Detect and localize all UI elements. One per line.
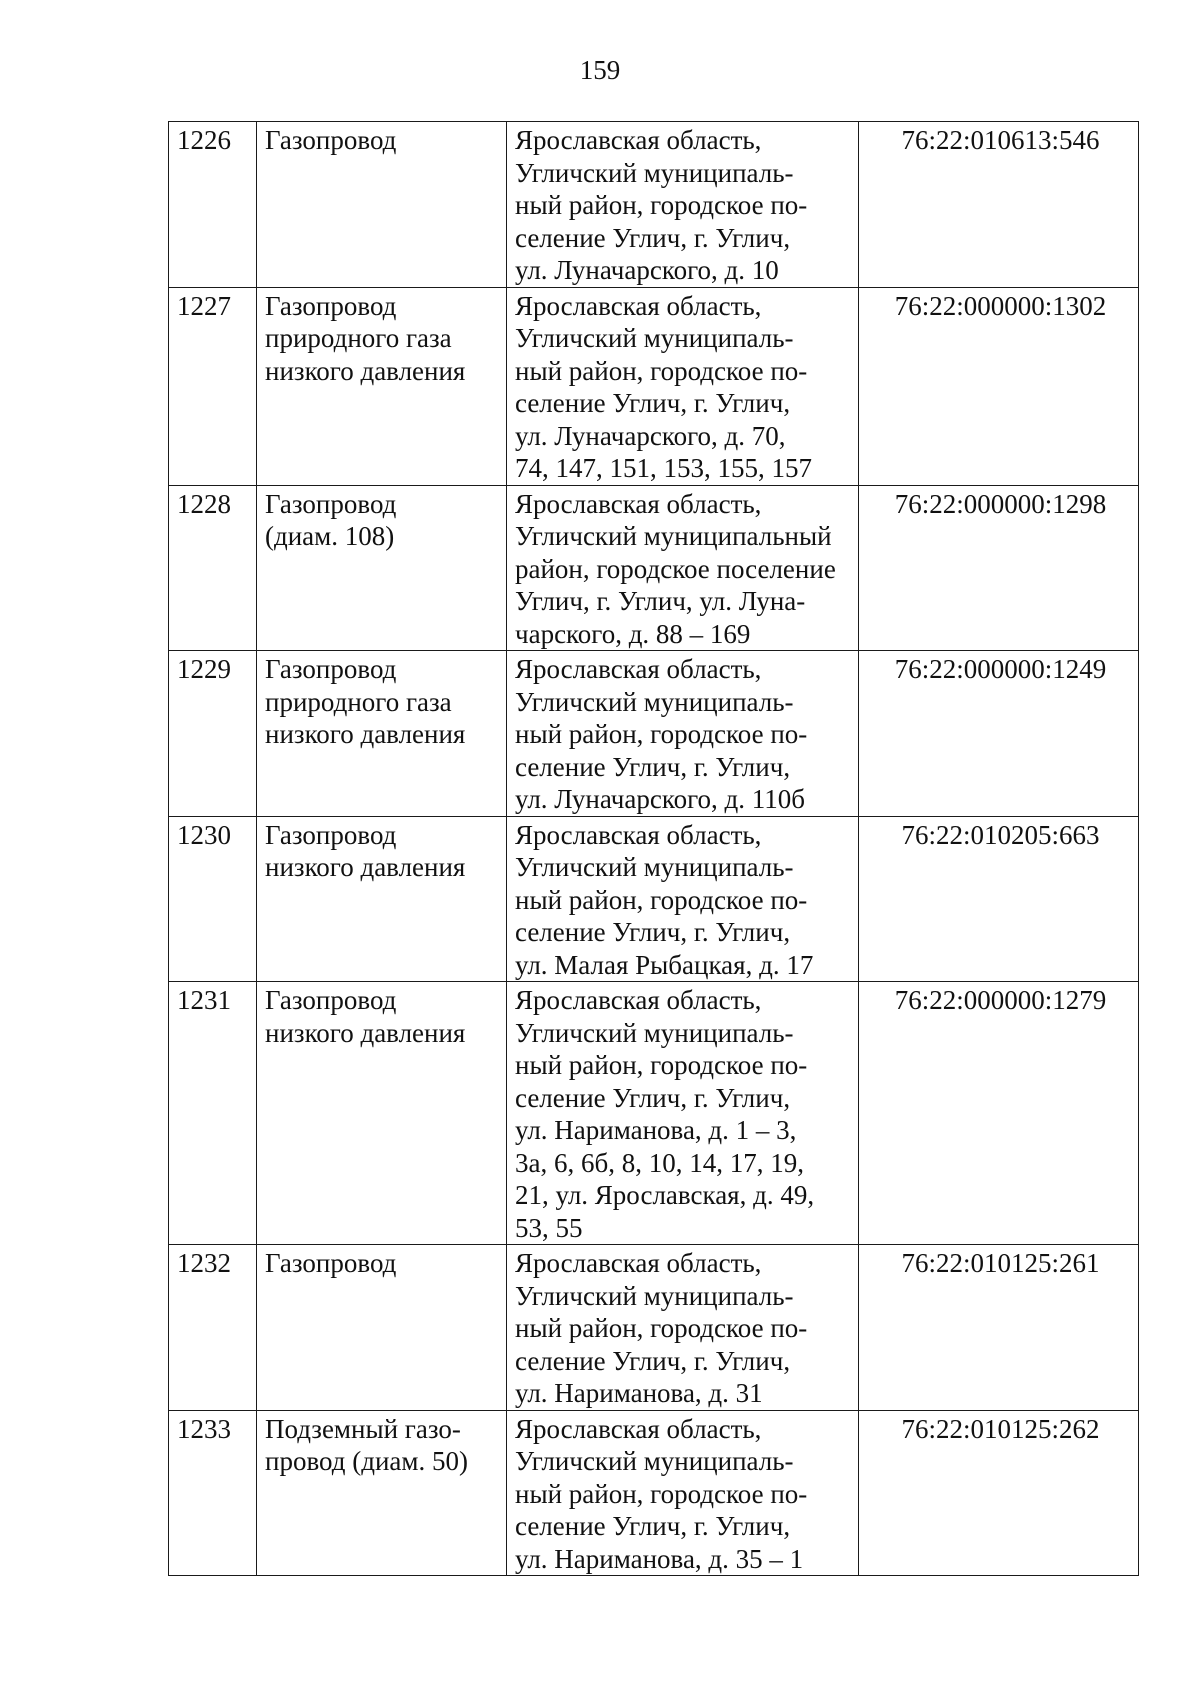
page-number: 159 — [579, 55, 621, 85]
address-line: район, городское поселение — [515, 553, 836, 584]
address-line: ный район, городское по- — [515, 1313, 808, 1343]
address-line: ный район, городское по- — [515, 719, 808, 749]
row-number-cell: 1227 — [169, 287, 257, 485]
object-name-line: Газопровод — [265, 1248, 397, 1278]
object-name-line: низкого давления — [265, 719, 466, 749]
address-line: Ярославская область, — [515, 985, 762, 1015]
address-line: Угличский муниципаль- — [515, 1280, 794, 1311]
cadastral-number-cell: 76:22:000000:1302 — [859, 287, 1139, 485]
address-line: Ярославская область, — [515, 1413, 762, 1444]
object-name-line: Газопровод — [265, 985, 397, 1015]
address-line: селение Углич, г. Углич, — [515, 1082, 791, 1113]
address-line: Угличский муниципаль- — [515, 323, 794, 353]
address-line: селение Углич, г. Углич, — [515, 1511, 791, 1541]
table-row — [169, 1410, 1139, 1576]
address-line: чарского, д. 88 – 169 — [515, 618, 751, 649]
object-name-cell — [257, 1245, 507, 1411]
address-line: ул. Малая Рыбацкая, д. 17 — [515, 949, 814, 980]
object-name-cell — [257, 816, 507, 982]
address-line: Угличский муниципаль- — [515, 1446, 794, 1476]
address-line: селение Углич, г. Углич, — [515, 1345, 791, 1376]
address-cell — [507, 485, 859, 651]
address-cell — [507, 1410, 859, 1576]
address-line: ул. Луначарского, д. 110б — [515, 784, 805, 814]
object-name-line: природного газа — [265, 686, 452, 717]
row-number-cell: 1230 — [169, 816, 257, 982]
table-row — [169, 816, 1139, 982]
registry-table-body — [169, 122, 1139, 1576]
table-row — [169, 122, 1139, 288]
table-row — [169, 651, 1139, 817]
address-line: селение Углич, г. Углич, — [515, 917, 791, 947]
object-name-cell — [257, 651, 507, 817]
object-name-line: Газопровод — [265, 290, 397, 321]
registry-table — [168, 121, 1139, 1576]
address-line: ный район, городское по- — [515, 1478, 808, 1509]
address-line: Ярославская область, — [515, 819, 762, 850]
address-line: Ярославская область, — [515, 1248, 762, 1278]
address-line: 3а, 6, 6б, 8, 10, 14, 17, 19, — [515, 1147, 804, 1178]
address-cell — [507, 982, 859, 1245]
address-line: 74, 147, 151, 153, 155, 157 — [515, 453, 812, 483]
address-line: ул. Нариманова, д. 35 – 1 — [515, 1543, 804, 1574]
address-line: Углич, г. Углич, ул. Луна- — [515, 586, 806, 616]
address-line: Угличский муниципаль- — [515, 1017, 794, 1048]
address-line: Угличский муниципаль- — [515, 852, 794, 882]
object-name-cell — [257, 1410, 507, 1576]
object-name-line: природного газа — [265, 323, 452, 353]
cadastral-number-cell: 76:22:010613:546 — [859, 122, 1139, 288]
object-name-line: Газопровод — [265, 488, 397, 519]
address-line: Угличский муниципаль- — [515, 157, 794, 188]
cadastral-number-cell: 76:22:010125:261 — [859, 1245, 1139, 1411]
address-line: ул. Нариманова, д. 31 — [515, 1378, 763, 1408]
object-name-line: Газопровод — [265, 654, 397, 684]
address-line: 21, ул. Ярославская, д. 49, — [515, 1180, 815, 1210]
address-line: селение Углич, г. Углич, — [515, 388, 791, 418]
table-row — [169, 287, 1139, 485]
address-line: Угличский муниципальный — [515, 521, 832, 551]
object-name-line: низкого давления — [265, 355, 466, 386]
address-line: Ярославская область, — [515, 488, 762, 519]
address-line: селение Углич, г. Углич, — [515, 222, 791, 253]
address-cell — [507, 122, 859, 288]
object-name-cell — [257, 287, 507, 485]
table-row — [169, 1245, 1139, 1411]
address-line: ный район, городское по- — [515, 884, 808, 915]
cadastral-number-cell: 76:22:000000:1298 — [859, 485, 1139, 651]
object-name-line: Газопровод — [265, 125, 397, 155]
address-cell — [507, 1245, 859, 1411]
row-number-cell: 1232 — [169, 1245, 257, 1411]
object-name-cell — [257, 982, 507, 1245]
row-number-cell: 1229 — [169, 651, 257, 817]
cadastral-number-cell: 76:22:000000:1279 — [859, 982, 1139, 1245]
object-name-line: низкого давления — [265, 852, 466, 882]
row-number-cell: 1233 — [169, 1410, 257, 1576]
object-name-line: Подземный газо- — [265, 1413, 461, 1444]
object-name-line: (диам. 108) — [265, 521, 395, 551]
cadastral-number-cell: 76:22:010205:663 — [859, 816, 1139, 982]
address-line: ул. Луначарского, д. 70, — [515, 420, 786, 451]
cadastral-number-cell: 76:22:010125:262 — [859, 1410, 1139, 1576]
address-cell — [507, 651, 859, 817]
address-line: ул. Нариманова, д. 1 – 3, — [515, 1115, 797, 1145]
address-line: ный район, городское по- — [515, 1050, 808, 1080]
address-cell — [507, 816, 859, 982]
address-line: ул. Луначарского, д. 10 — [515, 255, 779, 285]
object-name-cell — [257, 122, 507, 288]
row-number-cell: 1228 — [169, 485, 257, 651]
address-cell — [507, 287, 859, 485]
address-line: ный район, городское по- — [515, 355, 808, 386]
address-line: 53, 55 — [515, 1212, 583, 1243]
object-name-line: провод (диам. 50) — [265, 1446, 468, 1476]
address-line: Угличский муниципаль- — [515, 686, 794, 717]
address-line: Ярославская область, — [515, 654, 762, 684]
address-line: ный район, городское по- — [515, 190, 808, 220]
object-name-line: низкого давления — [265, 1017, 466, 1048]
row-number-cell: 1226 — [169, 122, 257, 288]
table-row — [169, 485, 1139, 651]
address-line: Ярославская область, — [515, 290, 762, 321]
address-line: селение Углич, г. Углич, — [515, 751, 791, 782]
object-name-cell — [257, 485, 507, 651]
cadastral-number-cell: 76:22:000000:1249 — [859, 651, 1139, 817]
object-name-line: Газопровод — [265, 819, 397, 850]
table-row — [169, 982, 1139, 1245]
row-number-cell: 1231 — [169, 982, 257, 1245]
address-line: Ярославская область, — [515, 125, 762, 155]
